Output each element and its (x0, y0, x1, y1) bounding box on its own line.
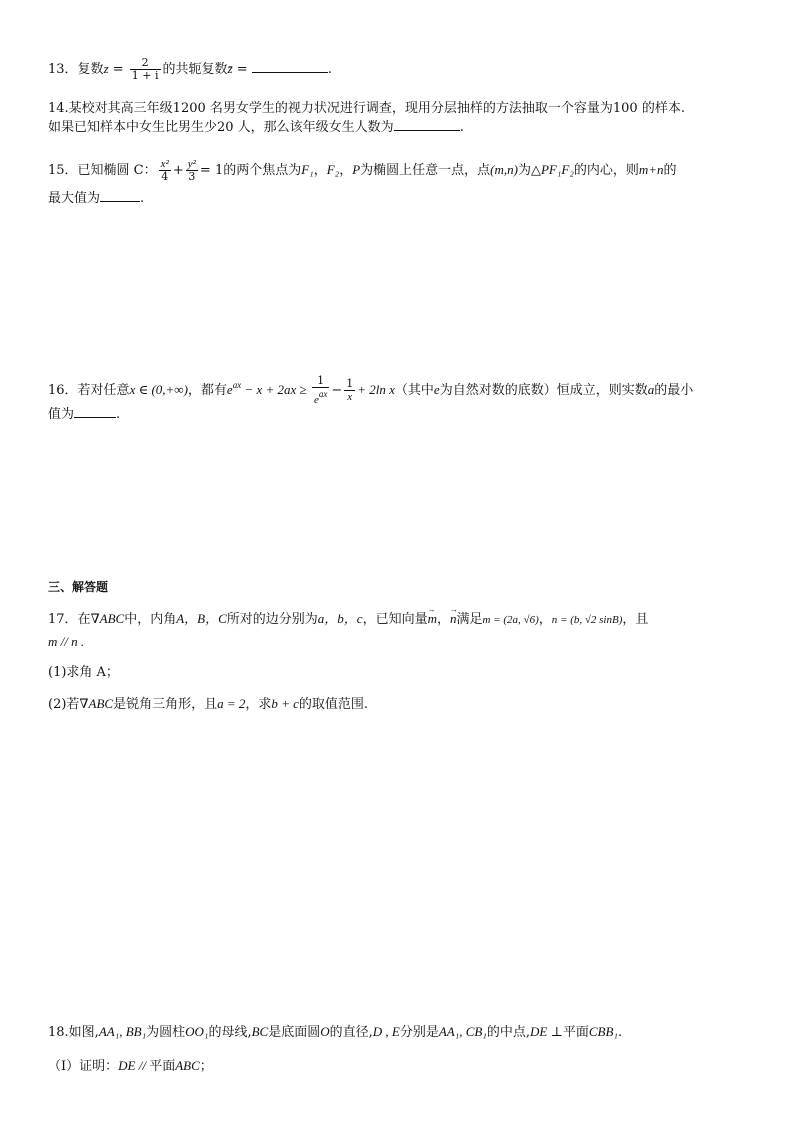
question-17: 17．在∇ABC中，内角A，B，C所对的边分别为a，b，c，已知向量→ m，→ n满足m = (2a, √6)，n = (b, √2 sinB)，且 (48, 609, 648, 630)
question-number: 15． (48, 163, 78, 178)
question-14-line-2: 如果已知样本中女生比男生少20 人，那么该年级女生人数为 . (48, 120, 464, 135)
question-number: 16． (48, 383, 78, 398)
fraction: $\frac{1}{e^{ax}}$ (313, 374, 328, 406)
question-17-line-2: m // n . (48, 634, 85, 649)
question-17-part-2: (2)若∇ABC是锐角三角形，且a = 2，求b + c的取值范围. (48, 696, 369, 712)
answer-blank (252, 60, 328, 73)
question-number: 17． (48, 612, 78, 627)
question-number: 13． (48, 62, 78, 77)
section-heading: 三、解答题 (48, 580, 109, 594)
question-14-line-1: 14.某校对其高三年级1200 名男女学生的视力状况进行调查，现用分层抽样的方法抽取一个容量为100 的样本. (48, 101, 685, 116)
question-15-line-2: 最大值为 . (48, 191, 145, 206)
question-18-part-1: （Ⅰ）证明：DE // 平面ABC； (48, 1058, 213, 1074)
fraction: $\frac{1}{x}$ (346, 377, 354, 403)
question-17-part-1: (1)求角 A； (48, 665, 119, 680)
fraction: $\frac{\text{y²}}{3}$ (187, 158, 196, 183)
answer-blank (74, 405, 116, 418)
answer-blank (100, 189, 140, 202)
fraction: $\frac{2}{1 + i}$ (131, 56, 159, 82)
question-18: 18.如图,AA₁, BB₁为圆柱OO₁的母线,BC是底面圆O的直径,D , E分别是AA₁, CB₁的中点,DE ⊥平面CBB₁. (48, 1024, 623, 1040)
question-16: 16．若对任意x ∈ (0,+∞)，都有$e^{ax} - x + 2ax$ ≥ $\frac{1}{e^{ax}}$ − $\frac{1}{x}$ + 2ln x（其中e为自然对数的底数）恒成立，则实数a的最小 (48, 374, 694, 406)
fraction: $\frac{\text{x²}}{4}$ (160, 158, 169, 183)
question-15: 15．已知椭圆 C： $\frac{\text{x²}}{4}$ + $\frac{\text{y²}}{3}$ = 1的两个焦点为F₁，F₂，P为椭圆上任意一点，点(m,n)为△PF₁F₂的内心，则m+n的 (48, 158, 677, 183)
question-13: 13．复数z = $\frac{2}{1 + i}$ 的共轭复数z̄ = . (48, 56, 332, 82)
answer-blank (394, 118, 460, 131)
question-16-line-2: 值为 . (48, 407, 121, 422)
